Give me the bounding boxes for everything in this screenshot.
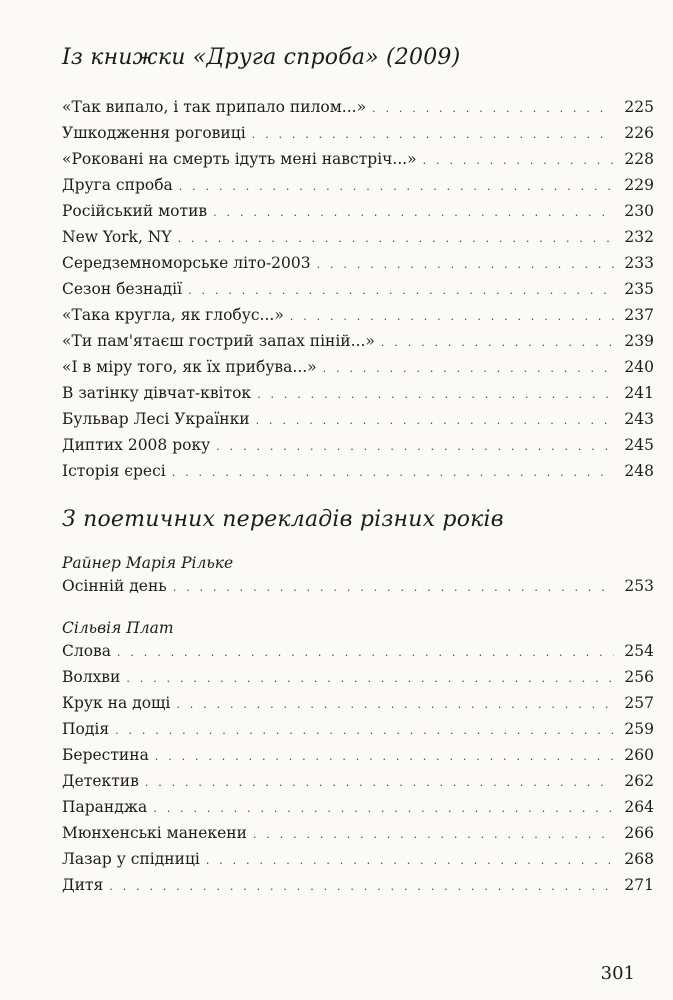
toc-entry: Бульвар Лесі Українки . . . 243	[62, 408, 654, 430]
toc-entry: Берестина . . . 260	[62, 744, 654, 766]
toc-entry: Диптих 2008 року . . . 245	[62, 434, 654, 456]
dot-leader	[126, 668, 614, 690]
page-ref: 233	[624, 254, 654, 272]
toc-entry: New York, NY . . . 232	[62, 226, 654, 248]
dot-leader	[176, 694, 614, 716]
toc-entry: Крук на дощі . . . 257	[62, 692, 654, 714]
toc-entry: Дитя . . . 271	[62, 874, 654, 896]
toc-entry: Паранджа . . . 264	[62, 796, 654, 818]
toc-entry: «Так випало, і так припало пилом...» . . . 225	[62, 96, 654, 118]
page-ref: 268	[624, 850, 654, 868]
dot-leader	[256, 410, 614, 432]
page-ref: 254	[624, 642, 654, 660]
dot-leader	[109, 876, 614, 898]
page-ref: 264	[624, 798, 654, 816]
dot-leader	[423, 150, 614, 172]
page-ref: 230	[624, 202, 654, 220]
page-ref: 239	[624, 332, 654, 350]
toc-entry: В затінку дівчат-квіток . . . 241	[62, 382, 654, 404]
author-name-plath: Сільвія Плат	[62, 619, 174, 637]
toc-entry: Лазар у спідниці . . . 268	[62, 848, 654, 870]
dot-leader	[372, 98, 614, 120]
page-ref: 225	[624, 98, 654, 116]
toc-entry: Історія єресі . . . 248	[62, 460, 654, 482]
page-ref: 232	[624, 228, 654, 246]
dot-leader	[323, 358, 614, 380]
dot-leader	[178, 228, 614, 250]
toc-entry: Ушкодження роговиці . . . 226	[62, 122, 654, 144]
dot-leader	[145, 772, 614, 794]
dot-leader	[153, 798, 614, 820]
dot-leader	[117, 642, 614, 664]
toc-entry: Слова . . . 254	[62, 640, 654, 662]
page-ref: 243	[624, 410, 654, 428]
page-ref: 256	[624, 668, 654, 686]
page-ref: 241	[624, 384, 654, 402]
dot-leader	[257, 384, 614, 406]
toc-entry: «Ти пам'ятаєш гострий запах піній...» . . . 239	[62, 330, 654, 352]
dot-leader	[213, 202, 614, 224]
page-ref: 253	[624, 577, 654, 595]
page-ref: 245	[624, 436, 654, 454]
toc-entry: «Роковані на смерть ідуть мені навстріч...» . . . 228	[62, 148, 654, 170]
page-ref: 229	[624, 176, 654, 194]
dot-leader	[179, 176, 614, 198]
dot-leader	[381, 332, 614, 354]
toc-entry: «І в міру того, як їх прибува...» . . . 240	[62, 356, 654, 378]
section-title-translations: З поетичних перекладів різних років	[62, 507, 504, 532]
toc-entry: Мюнхенські манекени . . . 266	[62, 822, 654, 844]
author-name-rilke: Райнер Марія Рільке	[62, 554, 234, 572]
dot-leader	[188, 280, 614, 302]
dot-leader	[173, 577, 614, 599]
dot-leader	[317, 254, 614, 276]
page-ref: 235	[624, 280, 654, 298]
toc-entry: Детектив . . . 262	[62, 770, 654, 792]
toc-entry: Середземноморське літо-2003 . . . 233	[62, 252, 654, 274]
toc-entry: Осінній день . . . 253	[62, 575, 654, 597]
page-ref: 259	[624, 720, 654, 738]
toc-entry: Російський мотив . . . 230	[62, 200, 654, 222]
dot-leader	[172, 462, 614, 484]
dot-leader	[216, 436, 614, 458]
toc-entry: «Така кругла, як глобус...» . . . 237	[62, 304, 654, 326]
toc-entry: Сезон безнадії . . . 235	[62, 278, 654, 300]
dot-leader	[115, 720, 614, 742]
dot-leader	[206, 850, 614, 872]
dot-leader	[155, 746, 614, 768]
page-number: 301	[600, 963, 635, 984]
toc-entry: Волхви . . . 256	[62, 666, 654, 688]
toc-entry: Подія . . . 259	[62, 718, 654, 740]
page-ref: 228	[624, 150, 654, 168]
dot-leader	[290, 306, 614, 328]
page-ref: 266	[624, 824, 654, 842]
page-ref: 248	[624, 462, 654, 480]
section-title-druha-sproba: Із книжки «Друга спроба» (2009)	[62, 45, 461, 70]
page-ref: 257	[624, 694, 654, 712]
dot-leader	[252, 124, 614, 146]
page-ref: 262	[624, 772, 654, 790]
toc-entry: Друга спроба . . . 229	[62, 174, 654, 196]
page-ref: 237	[624, 306, 654, 324]
dot-leader	[253, 824, 614, 846]
page-ref: 226	[624, 124, 654, 142]
page-ref: 260	[624, 746, 654, 764]
toc-page	[62, 0, 654, 1000]
page-ref: 271	[624, 876, 654, 894]
page-ref: 240	[624, 358, 654, 376]
